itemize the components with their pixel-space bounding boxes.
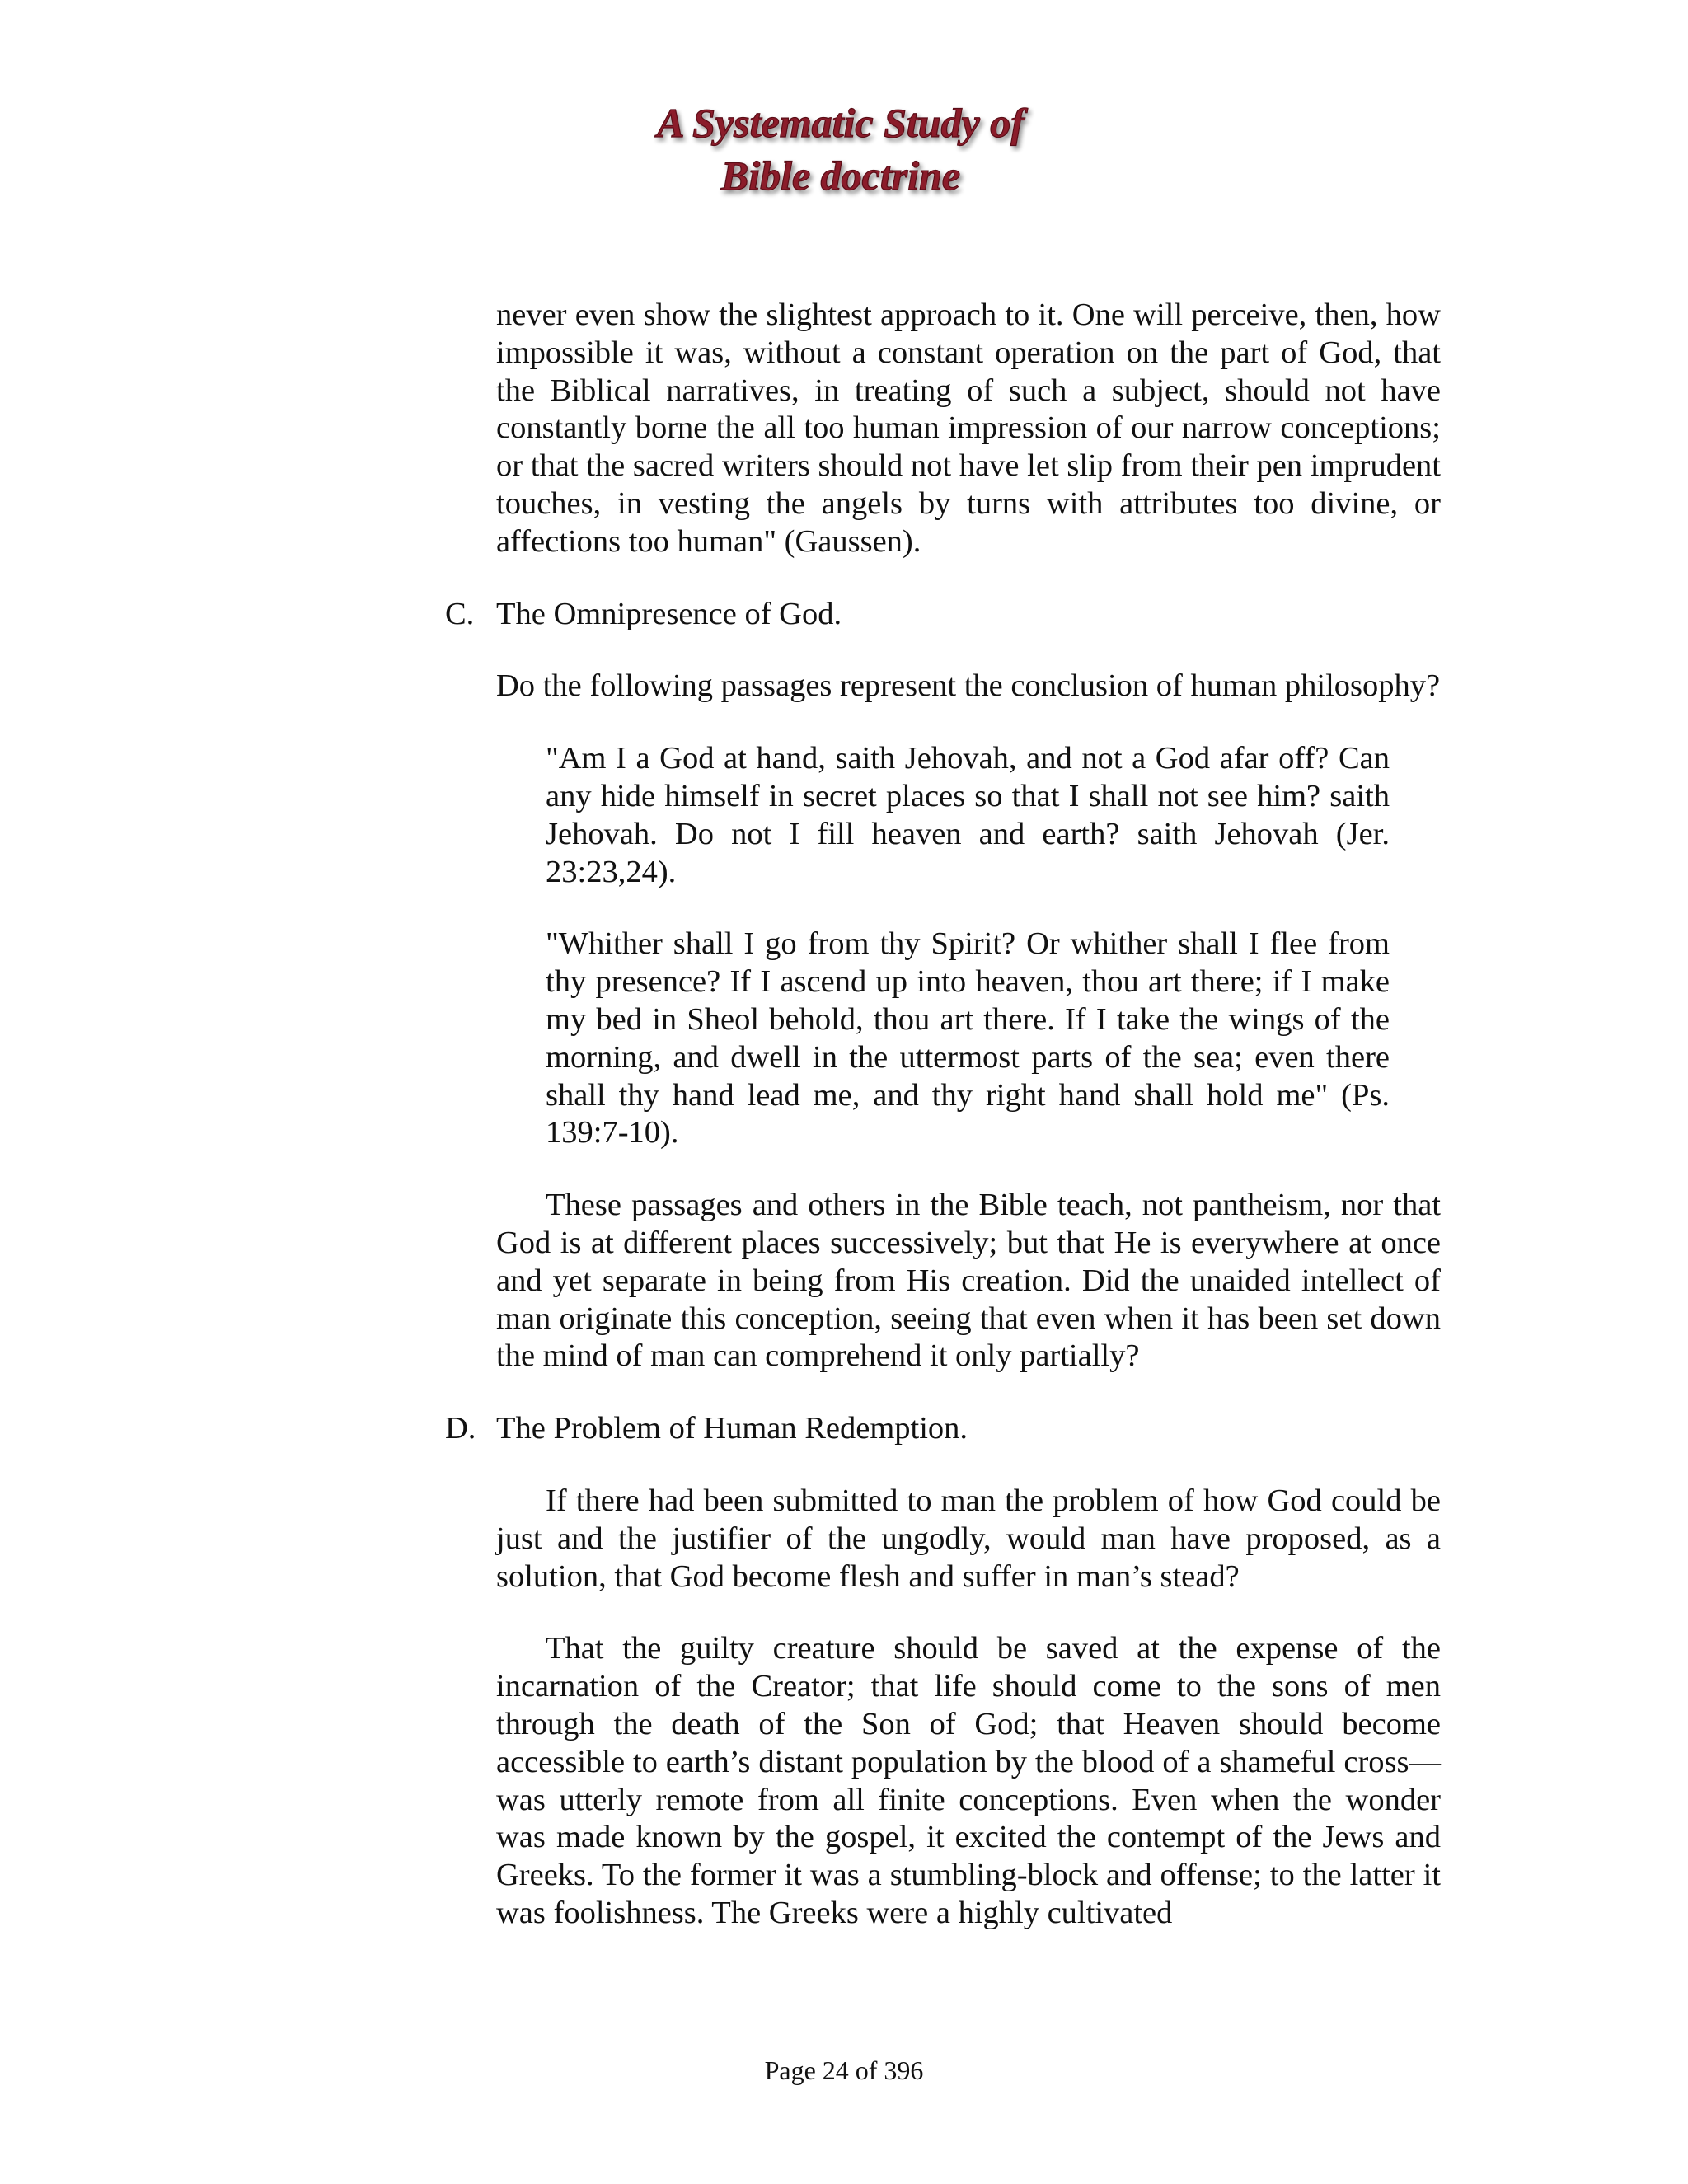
quote-psalm: "Whither shall I go from thy Spirit? Or whither shall I flee from thy presence? If I ascend up into heaven, thou art there; if I make my bed in Sheol behold, thou art there. If I take the wings of the morning, and dwell in the uttermost parts of the sea; even there shall thy hand lead me, and thy right hand shall hold me" (Ps. 139:7-10). bbox=[546, 926, 1390, 1151]
continued-paragraph: never even show the slightest approach to it. One will perceive, then, how impossible it was, without a constant operation on the part of God, that the Biblical narratives, in treating of such a subject, should not have constantly borne the all too human impression of our narrow conceptions; or that the sacred writers should not have let slip from their pen imprudent touches, in vesting the angels by turns with attributes too divine, or affections too human" (Gaussen). bbox=[496, 298, 1441, 559]
section-c-intro: Do the following passages represent the conclusion of human philosophy? bbox=[496, 668, 1441, 704]
logo-line-2: Bible doctrine bbox=[720, 152, 961, 199]
page-content bbox=[445, 297, 1441, 1933]
section-c-commentary: These passages and others in the Bible teach, not pantheism, nor that God is at different places successively; but that He is everywhere at once and yet separate in being from His creation. Did the unaided intellect of man originate this conception, seeing that even when it has been set down the mind of man can comprehend it only partially? bbox=[496, 1188, 1441, 1374]
logo-line-1: A Systematic Study of bbox=[657, 100, 1025, 146]
quote-jeremiah: "Am I a God at hand, saith Jehovah, and not a God afar off? Can any hide himself in secret places so that I shall not see him? saith Jehovah. Do not I fill heaven and earth? saith Jehovah (Jer. 23:23,24). bbox=[546, 741, 1390, 889]
page-number: Page 24 of 396 bbox=[764, 2055, 924, 2085]
section-heading-d bbox=[445, 1410, 1441, 1448]
section-title-c: The Omnipresence of God. bbox=[496, 596, 842, 631]
section-d-paragraph-2: That the guilty creature should be saved at the expense of the incarnation of the Creator; that life should come to the sons of men through the death of the Son of God; that Heaven should become accessible to earth’s distant population by the blood of a shameful cross—was utterly remote from all finite conceptions. Even when the wonder was made known by the gospel, it excited the contempt of the Jews and Greeks. To the former it was a stumbling-block and offense; to the latter it was foolishness. The Greeks were a highly cultivated bbox=[496, 1631, 1441, 1930]
section-letter-d: D. bbox=[445, 1411, 476, 1446]
section-title-d: The Problem of Human Redemption. bbox=[496, 1411, 968, 1446]
section-letter-c: C. bbox=[445, 596, 475, 631]
section-heading-c bbox=[445, 596, 1441, 634]
section-d-paragraph-1: If there had been submitted to man the problem of how God could be just and the justifier of the ungodly, would man have proposed, as a solution, that God become flesh and suffer in man’s stead? bbox=[496, 1483, 1441, 1594]
logo-image bbox=[560, 97, 1121, 213]
header-logo bbox=[560, 97, 1121, 213]
